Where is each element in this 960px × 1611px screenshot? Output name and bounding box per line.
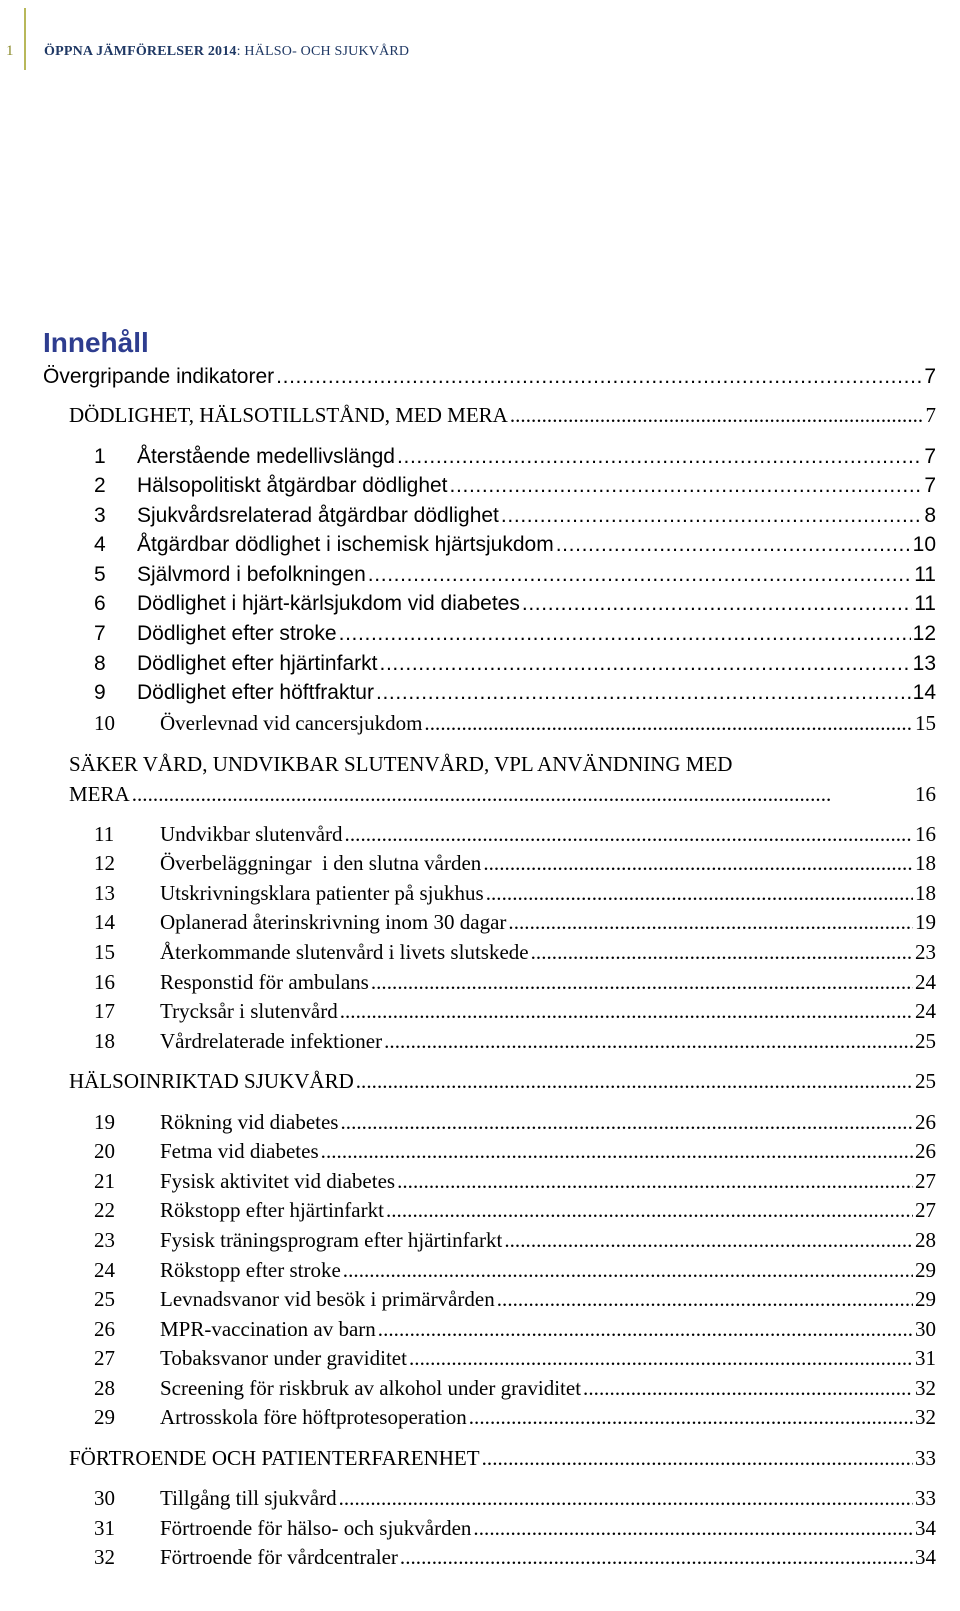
toc-entry[interactable] — [94, 1516, 936, 1541]
toc-entry-number: 8 — [94, 652, 106, 675]
toc-entry-page: 32 — [915, 1405, 936, 1429]
toc-entry-label: Undvikbar slutenvård — [160, 822, 343, 846]
dot-leader — [473, 1516, 913, 1541]
toc-entry-number: 26 — [94, 1317, 115, 1341]
toc-entry-label: Rökning vid diabetes — [160, 1110, 339, 1134]
dot-leader — [556, 533, 911, 557]
toc-entry[interactable] — [94, 1029, 936, 1054]
toc-entry-label: Dödlighet efter höftfraktur — [137, 681, 374, 704]
toc-entry[interactable] — [94, 1169, 936, 1194]
toc-entry-page: 24 — [915, 970, 936, 994]
dot-leader — [384, 1029, 913, 1054]
toc-entry[interactable] — [94, 445, 936, 469]
toc-entry-label: Dödlighet efter stroke — [137, 622, 337, 645]
toc-entry-page: 18 — [915, 851, 936, 875]
toc-section[interactable] — [69, 1446, 936, 1471]
toc-entry-number: 32 — [94, 1545, 115, 1569]
toc-entry-label: Fysisk aktivitet vid diabetes — [160, 1169, 396, 1193]
dot-leader — [378, 1317, 913, 1342]
toc-entry-number: 13 — [94, 881, 115, 905]
toc-entry-level1[interactable] — [43, 365, 936, 389]
toc-entry[interactable] — [94, 592, 936, 616]
dot-leader — [340, 999, 913, 1024]
dot-leader — [508, 910, 913, 935]
toc-section[interactable] — [69, 1069, 936, 1094]
toc-entry-page: 34 — [915, 1545, 936, 1569]
toc-entry-number: 15 — [94, 940, 115, 964]
toc-entry-page: 23 — [915, 940, 936, 964]
toc-entry-page: 7 — [924, 474, 936, 497]
dot-leader — [504, 1228, 913, 1253]
toc-entry[interactable] — [94, 711, 936, 736]
toc-entry-number: 3 — [94, 504, 106, 527]
dot-leader — [397, 1169, 913, 1194]
toc-entry-page: 16 — [915, 822, 936, 846]
toc-section[interactable] — [69, 403, 936, 428]
dot-leader — [400, 1545, 913, 1570]
toc-entry[interactable] — [94, 1545, 936, 1570]
toc-entry[interactable] — [94, 474, 936, 498]
toc-entry-number: 16 — [94, 970, 115, 994]
toc-entry-page: 11 — [914, 563, 936, 586]
toc-entry[interactable] — [94, 1258, 936, 1283]
toc-entry[interactable] — [94, 533, 936, 557]
document-title-rest: : HÄLSO- OCH SJUKVÅRD — [236, 44, 410, 59]
toc-entry-label: Utskrivningsklara patienter på sjukhus — [160, 881, 484, 905]
toc-entry-number: 11 — [94, 822, 115, 846]
toc-entry-page: 14 — [912, 681, 936, 704]
toc-entry-page: 28 — [915, 1228, 936, 1252]
toc-entry[interactable] — [94, 652, 936, 676]
toc-entry-label: Överbeläggningar i den slutna vården — [160, 851, 482, 875]
dot-leader — [501, 504, 922, 528]
dot-leader — [510, 403, 924, 428]
toc-heading: Innehåll — [43, 327, 149, 358]
toc-entry-label: Tobaksvanor under graviditet — [160, 1346, 407, 1370]
dot-leader — [531, 940, 913, 965]
toc-entry[interactable] — [94, 563, 936, 587]
toc-entry-number: 7 — [94, 622, 106, 645]
toc-entry-number: 4 — [94, 533, 106, 556]
toc-entry-label: Vårdrelaterade infektioner — [160, 1029, 383, 1053]
toc-entry-page: 26 — [915, 1110, 936, 1134]
dot-leader — [340, 1110, 913, 1135]
toc-entry-page: 34 — [915, 1516, 936, 1540]
toc-entry[interactable] — [94, 1287, 936, 1312]
toc-entry-page: 19 — [915, 910, 936, 934]
toc-entry[interactable] — [94, 910, 936, 935]
toc-entry-number: 24 — [94, 1258, 115, 1282]
toc-entry-label: Återstående medellivslängd — [137, 445, 395, 468]
toc-entry[interactable] — [94, 1110, 936, 1135]
toc-entry-label: Åtgärdbar dödlighet i ischemisk hjärtsjukdom — [137, 533, 554, 556]
toc-entry-page: 11 — [914, 592, 936, 615]
toc-entry-label: Fysisk träningsprogram efter hjärtinfarkt — [160, 1228, 503, 1252]
toc-entry-page: 32 — [915, 1376, 936, 1400]
dot-leader — [386, 1198, 913, 1223]
dot-leader — [397, 445, 922, 469]
toc-entry[interactable] — [94, 822, 936, 847]
toc-section-page: 33 — [915, 1446, 936, 1470]
toc-entry-number: 27 — [94, 1346, 115, 1370]
toc-entry-number: 6 — [94, 592, 106, 615]
toc-entry-label: Återkommande slutenvård i livets slutskede — [160, 940, 529, 964]
toc-entry-label: Rökstopp efter stroke — [160, 1258, 341, 1282]
toc-entry-number: 28 — [94, 1376, 115, 1400]
toc-entry-number: 31 — [94, 1516, 115, 1540]
toc-section-page: 25 — [915, 1069, 936, 1093]
toc-entry-page: 30 — [915, 1317, 936, 1341]
toc-entry[interactable] — [94, 681, 936, 705]
toc-entry-page: 33 — [915, 1486, 936, 1510]
toc-entry-number: 5 — [94, 563, 106, 586]
dot-leader — [356, 1069, 913, 1094]
toc-entry-label: Rökstopp efter hjärtinfarkt — [160, 1198, 384, 1222]
dot-leader — [321, 1139, 913, 1164]
toc-entry-label: Oplanerad återinskrivning inom 30 dagar — [160, 910, 507, 934]
toc-entry-label: Tillgång till sjukvård — [160, 1486, 337, 1510]
toc-entry[interactable] — [94, 1317, 936, 1342]
toc-entry-number: 25 — [94, 1287, 115, 1311]
toc-entry-label: Överlevnad vid cancersjukdom — [160, 711, 423, 735]
toc-entry-label: Övergripande indikatorer — [43, 365, 275, 388]
toc-entry-label: Sjukvårdsrelaterad åtgärdbar dödlighet — [137, 504, 499, 527]
toc-entry-page: 29 — [915, 1287, 936, 1311]
header-divider — [24, 8, 26, 70]
toc-entry-number: 17 — [94, 999, 115, 1023]
toc-entry[interactable] — [94, 1405, 936, 1430]
toc-entry-page: 15 — [915, 711, 936, 735]
toc-entry-number: 14 — [94, 910, 115, 934]
dot-leader — [132, 782, 913, 807]
dot-leader — [343, 1258, 913, 1283]
dot-leader — [482, 1446, 913, 1471]
toc-entry[interactable] — [94, 622, 936, 646]
toc-entry-label: Dödlighet efter hjärtinfarkt — [137, 652, 378, 675]
dot-leader — [345, 822, 913, 847]
toc-entry-number: 19 — [94, 1110, 115, 1134]
toc-entry-page: 24 — [915, 999, 936, 1023]
toc-entry-page: 27 — [915, 1169, 936, 1193]
toc-section-label: HÄLSOINRIKTAD SJUKVÅRD — [69, 1069, 354, 1093]
toc-entry-page: 10 — [912, 533, 936, 556]
dot-leader — [450, 474, 923, 498]
toc-entry[interactable] — [94, 1346, 936, 1371]
toc-entry-number: 23 — [94, 1228, 115, 1252]
toc-entry-label: Förtroende för vårdcentraler — [160, 1545, 398, 1569]
dot-leader — [379, 652, 910, 676]
toc-entry-label: Trycksår i slutenvård — [160, 999, 338, 1023]
toc-entry-label: Självmord i befolkningen — [137, 563, 366, 586]
toc-entry-page: 27 — [915, 1198, 936, 1222]
toc-entry-label: MPR-vaccination av barn — [160, 1317, 376, 1341]
dot-leader — [276, 365, 922, 389]
toc-entry-number: 18 — [94, 1029, 115, 1053]
toc-entry-page: 7 — [924, 365, 936, 388]
toc-entry[interactable] — [94, 1486, 936, 1511]
toc-entry[interactable] — [94, 881, 936, 906]
toc-section-label: DÖDLIGHET, HÄLSOTILLSTÅND, MED MERA — [69, 403, 508, 427]
toc-entry[interactable] — [94, 999, 936, 1024]
toc-entry[interactable] — [94, 1376, 936, 1401]
toc-entry-label: Levnadsvanor vid besök i primärvården — [160, 1287, 495, 1311]
toc-entry-number: 30 — [94, 1486, 115, 1510]
dot-leader — [368, 563, 912, 587]
toc-entry-page: 12 — [912, 622, 936, 645]
toc-entry-number: 29 — [94, 1405, 115, 1429]
dot-leader — [371, 970, 913, 995]
dot-leader — [497, 1287, 913, 1312]
dot-leader — [376, 681, 911, 705]
dot-leader — [469, 1405, 913, 1430]
toc-entry-page: 7 — [924, 445, 936, 468]
dot-leader — [486, 881, 913, 906]
toc-entry-label: Förtroende för hälso- och sjukvården — [160, 1516, 472, 1540]
toc-entry[interactable] — [94, 1228, 936, 1253]
toc-entry[interactable] — [94, 970, 936, 995]
toc-entry-label: Artrosskola före höftprotesoperation — [160, 1405, 467, 1429]
toc-entry[interactable] — [94, 1139, 936, 1164]
toc-section-page: 16 — [915, 782, 936, 806]
toc-section-line1[interactable]: SÄKER VÅRD, UNDVIKBAR SLUTENVÅRD, VPL ANVÄNDNING MED — [69, 752, 733, 776]
toc-entry-page: 31 — [915, 1346, 936, 1370]
toc-entry-number: 21 — [94, 1169, 115, 1193]
toc-section-page: 7 — [925, 403, 936, 427]
document-title — [44, 44, 409, 60]
toc-entry-number: 22 — [94, 1198, 115, 1222]
dot-leader — [583, 1376, 913, 1401]
toc-entry-number: 1 — [94, 445, 106, 468]
dot-leader — [339, 1486, 913, 1511]
toc-entry-label: Dödlighet i hjärt-kärlsjukdom vid diabetes — [137, 592, 520, 615]
dot-leader — [483, 851, 913, 876]
toc-entry-label: Fetma vid diabetes — [160, 1139, 319, 1163]
toc-entry[interactable] — [94, 851, 936, 876]
toc-entry-label: Responstid för ambulans — [160, 970, 369, 994]
dot-leader — [409, 1346, 913, 1371]
toc-section[interactable] — [69, 782, 936, 807]
toc-entry-label: Screening för riskbruk av alkohol under graviditet — [160, 1376, 582, 1400]
page-number: 1 — [6, 43, 14, 59]
dot-leader — [424, 711, 913, 736]
toc-entry-page: 26 — [915, 1139, 936, 1163]
toc-entry-page: 13 — [912, 652, 936, 675]
toc-entry[interactable] — [94, 1198, 936, 1223]
toc-entry[interactable] — [94, 504, 936, 528]
dot-leader — [522, 592, 912, 616]
toc-section-label: FÖRTROENDE OCH PATIENTERFARENHET — [69, 1446, 480, 1470]
toc-entry-number: 9 — [94, 681, 106, 704]
toc-entry-number: 2 — [94, 474, 106, 497]
toc-entry-page: 29 — [915, 1258, 936, 1282]
toc-entry-page: 18 — [915, 881, 936, 905]
toc-section-label: MERA — [69, 782, 130, 806]
document-title-bold: ÖPPNA JÄMFÖRELSER 2014 — [44, 44, 237, 59]
dot-leader — [339, 622, 911, 646]
toc-entry-page: 8 — [924, 504, 936, 527]
toc-entry[interactable] — [94, 940, 936, 965]
toc-entry-number: 10 — [94, 711, 115, 735]
toc-entry-number: 20 — [94, 1139, 115, 1163]
toc-entry-page: 25 — [915, 1029, 936, 1053]
toc-entry-number: 12 — [94, 851, 115, 875]
toc-entry-label: Hälsopolitiskt åtgärdbar dödlighet — [137, 474, 448, 497]
